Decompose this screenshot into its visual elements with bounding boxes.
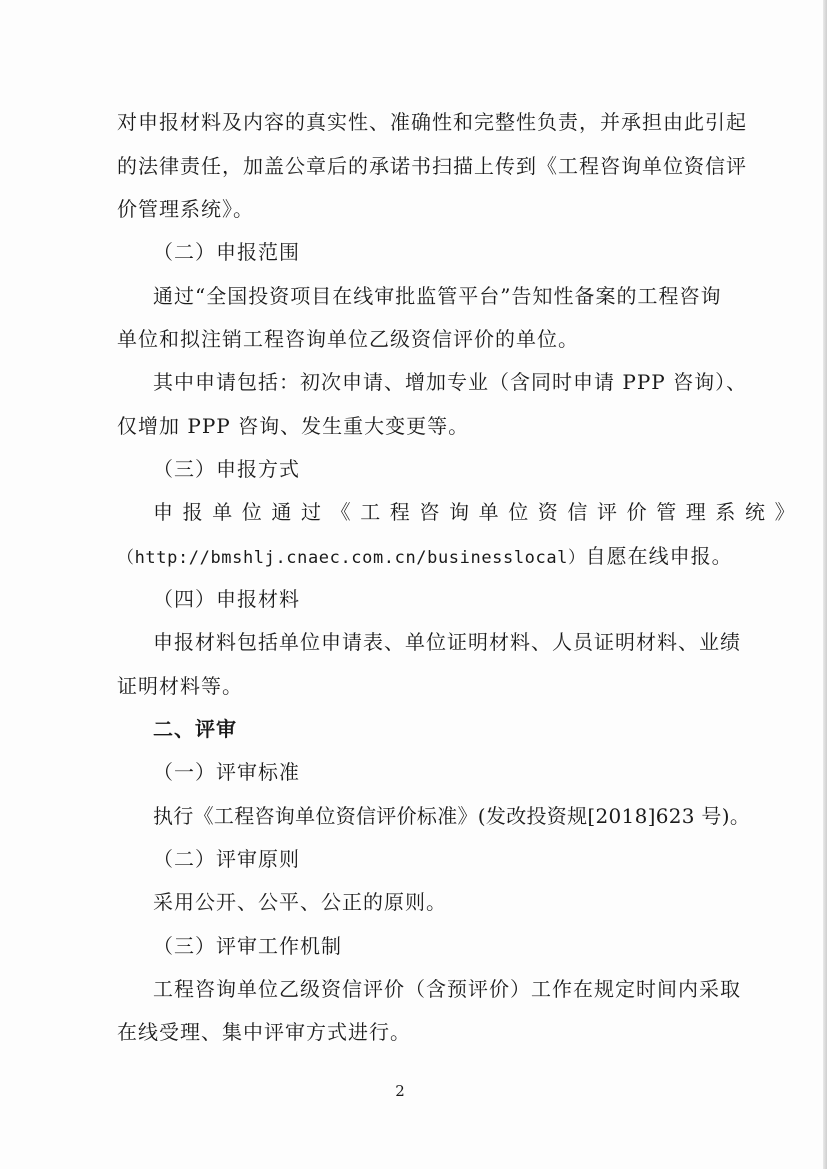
paragraph-line: 价管理系统》。 — [117, 197, 254, 221]
paragraph-line: 在线受理、集中评审方式进行。 — [117, 1020, 411, 1044]
paragraph-tail: 自愿在线申报。 — [585, 544, 733, 568]
paragraph-line: 通过“全国投资项目在线审批监管平台”告知性备案的工程咨询 — [153, 284, 722, 308]
paragraph-line: 仅增加 PPP 咨询、发生重大变更等。 — [117, 414, 470, 438]
paragraph-line: 的法律责任，加盖公章后的承诺书扫描上传到《工程咨询单位资信评 — [117, 154, 747, 178]
paragraph-line: 对申报材料及内容的真实性、准确性和完整性负责，并承担由此引起 — [117, 110, 747, 134]
paragraph-line: 单位和拟注销工程咨询单位乙级资信评价的单位。 — [117, 327, 579, 351]
paragraph-line: 执行《工程咨询单位资信评价标准》(发改投资规[2018]623 号)。 — [153, 804, 751, 828]
section-heading: （四）申报材料 — [153, 587, 300, 611]
chapter-heading: 二、评审 — [153, 717, 237, 741]
section-heading: （二）申报范围 — [153, 240, 300, 264]
section-heading: （三）申报方式 — [153, 457, 300, 481]
paragraph-line — [117, 542, 733, 572]
section-heading: （三）评审工作机制 — [153, 934, 342, 958]
section-heading: （一）评审标准 — [153, 760, 300, 784]
page-number: 2 — [395, 1082, 405, 1100]
paragraph-line: 其中申请包括：初次申请、增加专业（含同时申请 PPP 咨询）、 — [153, 370, 748, 394]
paragraph-line: 证明材料等。 — [117, 674, 243, 698]
paragraph-line: 申报材料包括单位申请表、单位证明材料、人员证明材料、业绩 — [153, 630, 741, 654]
section-heading: （二）评审原则 — [153, 847, 300, 871]
page-edge-shadow — [823, 0, 827, 1169]
system-url: （http://bmshlj.cnaec.com.cn/businesslocal） — [117, 548, 586, 568]
paragraph-line: 申报单位通过《工程咨询单位资信评价管理系统》 — [153, 500, 805, 524]
paragraph-line: 采用公开、公平、公正的原则。 — [153, 890, 447, 914]
paragraph-line: 工程咨询单位乙级资信评价（含预评价）工作在规定时间内采取 — [153, 977, 741, 1001]
